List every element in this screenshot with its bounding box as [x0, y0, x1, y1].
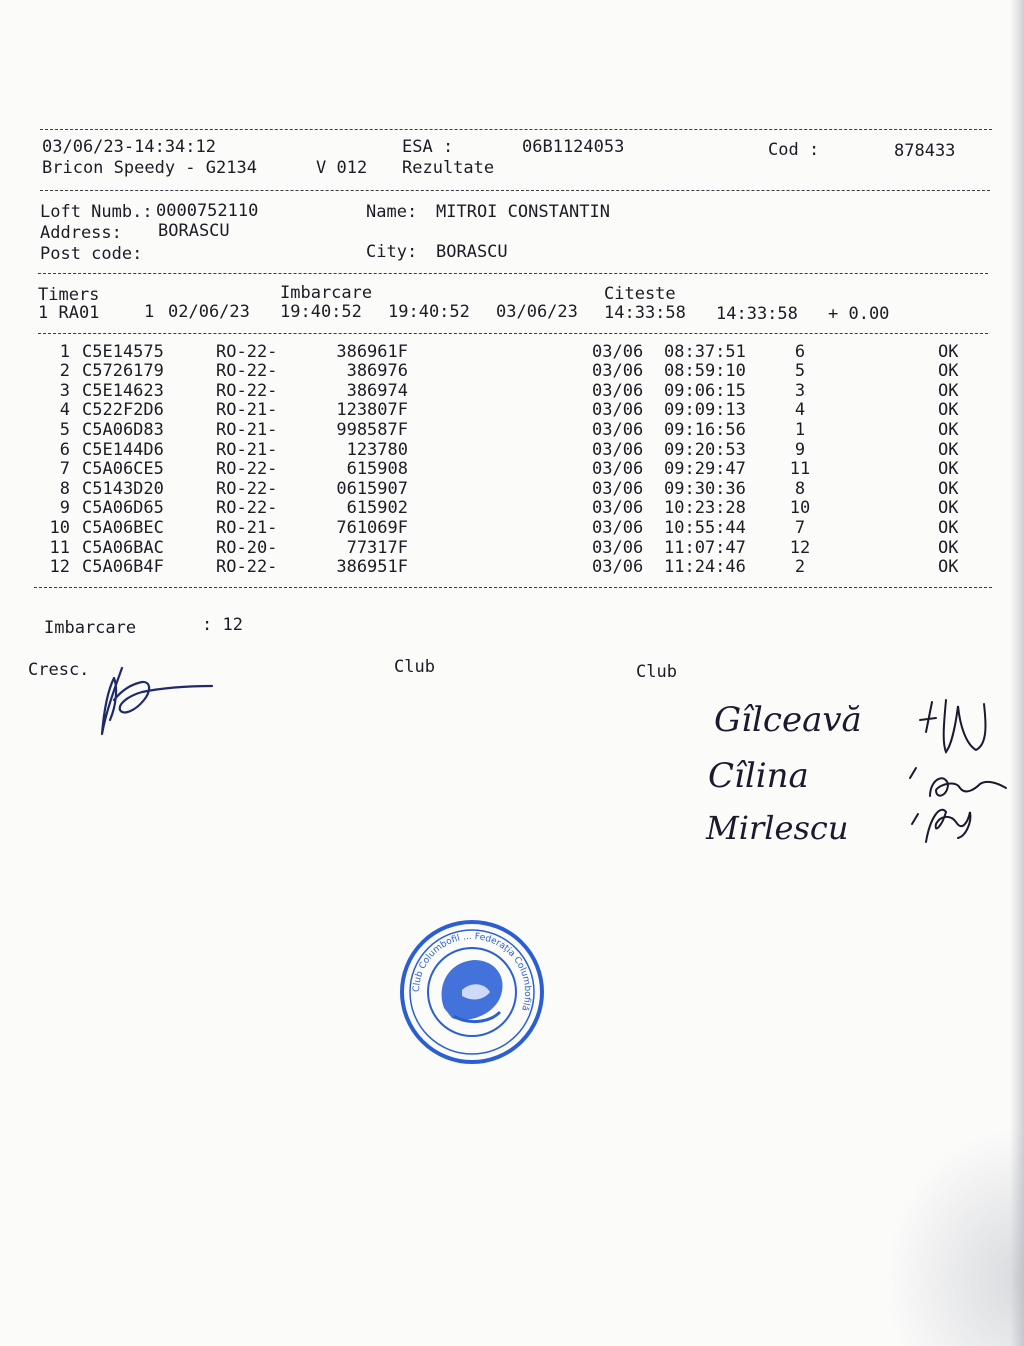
ring-number: 123807F [336, 400, 408, 420]
chip-id: C5E144D6 [82, 440, 164, 460]
cresc-label: Cresc. [28, 660, 90, 680]
ring-number: 0615907 [336, 479, 408, 499]
ring-number: 761069F [336, 518, 408, 538]
arrival-date: 03/06 [592, 518, 644, 538]
ring-country: RO-22- [216, 479, 278, 499]
esa-value: 06B1124053 [522, 137, 625, 157]
table-row [0, 557, 1024, 577]
ring-number: 77317F [346, 538, 408, 558]
arrival-time: 09:30:36 [664, 479, 746, 499]
divider-owner [38, 273, 988, 274]
table-row [0, 400, 1024, 420]
footer-imbarcare-label: Imbarcare [44, 618, 137, 638]
arrival-time: 09:16:56 [664, 420, 746, 440]
city-value: BORASCU [436, 242, 508, 262]
arrival-time: 08:59:10 [664, 361, 746, 381]
arrival-date: 03/06 [592, 459, 644, 479]
chip-id: C5A06D83 [82, 420, 164, 440]
name-label: Name: [366, 202, 418, 222]
chip-id: C5A06D65 [82, 498, 164, 518]
ring-country: RO-21- [216, 420, 278, 440]
position: 10 [789, 498, 811, 518]
ring-country: RO-20- [216, 538, 278, 558]
club-label-1: Club [394, 657, 435, 677]
ring-country: RO-22- [216, 361, 278, 381]
table-row [0, 459, 1024, 479]
citeste-time-2: 14:33:58 [716, 304, 798, 324]
status-ok: OK [938, 518, 959, 538]
ring-country: RO-22- [216, 557, 278, 577]
arrival-date: 03/06 [592, 538, 644, 558]
status-ok: OK [938, 498, 959, 518]
ring-number: 386976 [346, 361, 408, 381]
status-ok: OK [938, 557, 959, 577]
row-index: 7 [59, 459, 70, 479]
citeste-date: 03/06/23 [496, 302, 578, 322]
arrival-date: 03/06 [592, 361, 644, 381]
ring-number: 123780 [346, 440, 408, 460]
row-index: 1 [59, 342, 70, 362]
ring-number: 615902 [346, 498, 408, 518]
position: 8 [794, 479, 806, 499]
chip-id: C5A06BEC [82, 518, 164, 538]
postcode-label: Post code: [40, 244, 143, 264]
table-row [0, 381, 1024, 401]
table-row [0, 498, 1024, 518]
device-version: V 012 [316, 158, 368, 178]
handwritten-line-1: Gîlceavă [714, 700, 862, 740]
arrival-time: 11:07:47 [664, 538, 746, 558]
arrival-date: 03/06 [592, 400, 644, 420]
ring-number: 386951F [336, 557, 408, 577]
row-index: 8 [59, 479, 70, 499]
club-label-2: Club [636, 662, 677, 682]
table-row [0, 342, 1024, 362]
chip-id: C5E14575 [82, 342, 164, 362]
divider-top [40, 129, 992, 130]
ring-number: 998587F [336, 420, 408, 440]
arrival-time: 09:09:13 [664, 400, 746, 420]
status-ok: OK [938, 400, 959, 420]
position: 3 [794, 381, 806, 401]
name-value: MITROI CONSTANTIN [436, 202, 610, 222]
ring-country: RO-22- [216, 342, 278, 362]
chip-id: C5143D20 [82, 479, 164, 499]
imbarcare-date: 02/06/23 [168, 302, 250, 322]
arrival-time: 10:23:28 [664, 498, 746, 518]
device-name: Bricon Speedy - G2134 [42, 158, 257, 178]
arrival-time: 10:55:44 [664, 518, 746, 538]
arrival-time: 11:24:46 [664, 557, 746, 577]
position: 12 [789, 538, 811, 558]
table-row [0, 538, 1024, 558]
ring-country: RO-21- [216, 400, 278, 420]
timers-citeste-label: Citeste [604, 284, 676, 304]
table-row [0, 518, 1024, 538]
chip-id: C5A06BAC [82, 538, 164, 558]
arrival-time: 09:29:47 [664, 459, 746, 479]
loft-value: 0000752110 [156, 201, 259, 221]
address-value: BORASCU [158, 221, 230, 241]
cod-value: 878433 [894, 141, 956, 161]
chip-id: C5A06B4F [82, 557, 164, 577]
divider-header [40, 190, 990, 191]
esa-label: ESA : [402, 137, 454, 157]
arrival-time: 09:06:15 [664, 381, 746, 401]
ring-country: RO-22- [216, 498, 278, 518]
ring-country: RO-21- [216, 440, 278, 460]
status-ok: OK [938, 381, 959, 401]
status-ok: OK [938, 440, 959, 460]
city-label: City: [366, 242, 418, 262]
chip-id: C5A06CE5 [82, 459, 164, 479]
citeste-time-1: 14:33:58 [604, 303, 686, 323]
timers-imbarcare-label: Imbarcare [280, 283, 373, 303]
timers-label: Timers [38, 285, 100, 305]
table-row [0, 361, 1024, 381]
status-ok: OK [938, 342, 959, 362]
imbarcare-time-1: 19:40:52 [280, 302, 362, 322]
arrival-date: 03/06 [592, 420, 644, 440]
position: 1 [794, 420, 806, 440]
position: 6 [794, 342, 806, 362]
header-datetime: 03/06/23-14:34:12 [42, 137, 216, 157]
handwritten-line-2: Cîlina [708, 756, 809, 796]
ring-number: 386961F [336, 342, 408, 362]
chip-id: C522F2D6 [82, 400, 164, 420]
arrival-date: 03/06 [592, 342, 644, 362]
arrival-date: 03/06 [592, 557, 644, 577]
chip-id: C5726179 [82, 361, 164, 381]
handwritten-line-3: Mirlescu [706, 809, 849, 847]
ring-country: RO-22- [216, 459, 278, 479]
club-stamp [396, 916, 548, 1068]
arrival-date: 03/06 [592, 381, 644, 401]
ring-number: 386974 [346, 381, 408, 401]
position: 4 [794, 400, 806, 420]
status-ok: OK [938, 361, 959, 381]
chip-id: C5E14623 [82, 381, 164, 401]
club-official-signatures [896, 692, 1016, 852]
table-row [0, 479, 1024, 499]
divider-results [34, 587, 992, 588]
ring-country: RO-21- [216, 518, 278, 538]
row-index: 5 [59, 420, 70, 440]
row-index: 10 [49, 518, 70, 538]
table-row [0, 440, 1024, 460]
loft-label: Loft Numb.: [40, 202, 153, 222]
position: 7 [794, 518, 806, 538]
address-label: Address: [40, 223, 122, 243]
row-index: 11 [49, 538, 70, 558]
paper-corner-shadow [884, 1126, 1024, 1346]
timer-id: 1 RA01 [38, 303, 100, 323]
row-index: 2 [59, 361, 70, 381]
position: 9 [794, 440, 806, 460]
row-index: 6 [59, 440, 70, 460]
stamp-lettering: Club Columbofil ... Federația Columbofilă [411, 931, 533, 1013]
report-type: Rezultate [402, 158, 495, 178]
row-index: 4 [59, 400, 70, 420]
timer-offset: + 0.00 [828, 304, 890, 324]
position: 2 [794, 557, 806, 577]
arrival-date: 03/06 [592, 440, 644, 460]
cod-label: Cod : [768, 140, 820, 160]
ring-number: 615908 [346, 459, 408, 479]
timer-count: 1 [144, 302, 155, 322]
status-ok: OK [938, 479, 959, 499]
status-ok: OK [938, 459, 959, 479]
table-row [0, 420, 1024, 440]
ring-country: RO-22- [216, 381, 278, 401]
status-ok: OK [938, 420, 959, 440]
breeder-signature [92, 660, 222, 740]
position: 11 [789, 459, 811, 479]
arrival-date: 03/06 [592, 498, 644, 518]
arrival-time: 08:37:51 [664, 342, 746, 362]
imbarcare-time-2: 19:40:52 [388, 302, 470, 322]
row-index: 9 [59, 498, 70, 518]
footer-imbarcare-value: : 12 [202, 615, 243, 635]
arrival-date: 03/06 [592, 479, 644, 499]
row-index: 12 [49, 557, 70, 577]
status-ok: OK [938, 538, 959, 558]
arrival-time: 09:20:53 [664, 440, 746, 460]
divider-timers [38, 333, 988, 334]
position: 5 [794, 361, 806, 381]
row-index: 3 [59, 381, 70, 401]
